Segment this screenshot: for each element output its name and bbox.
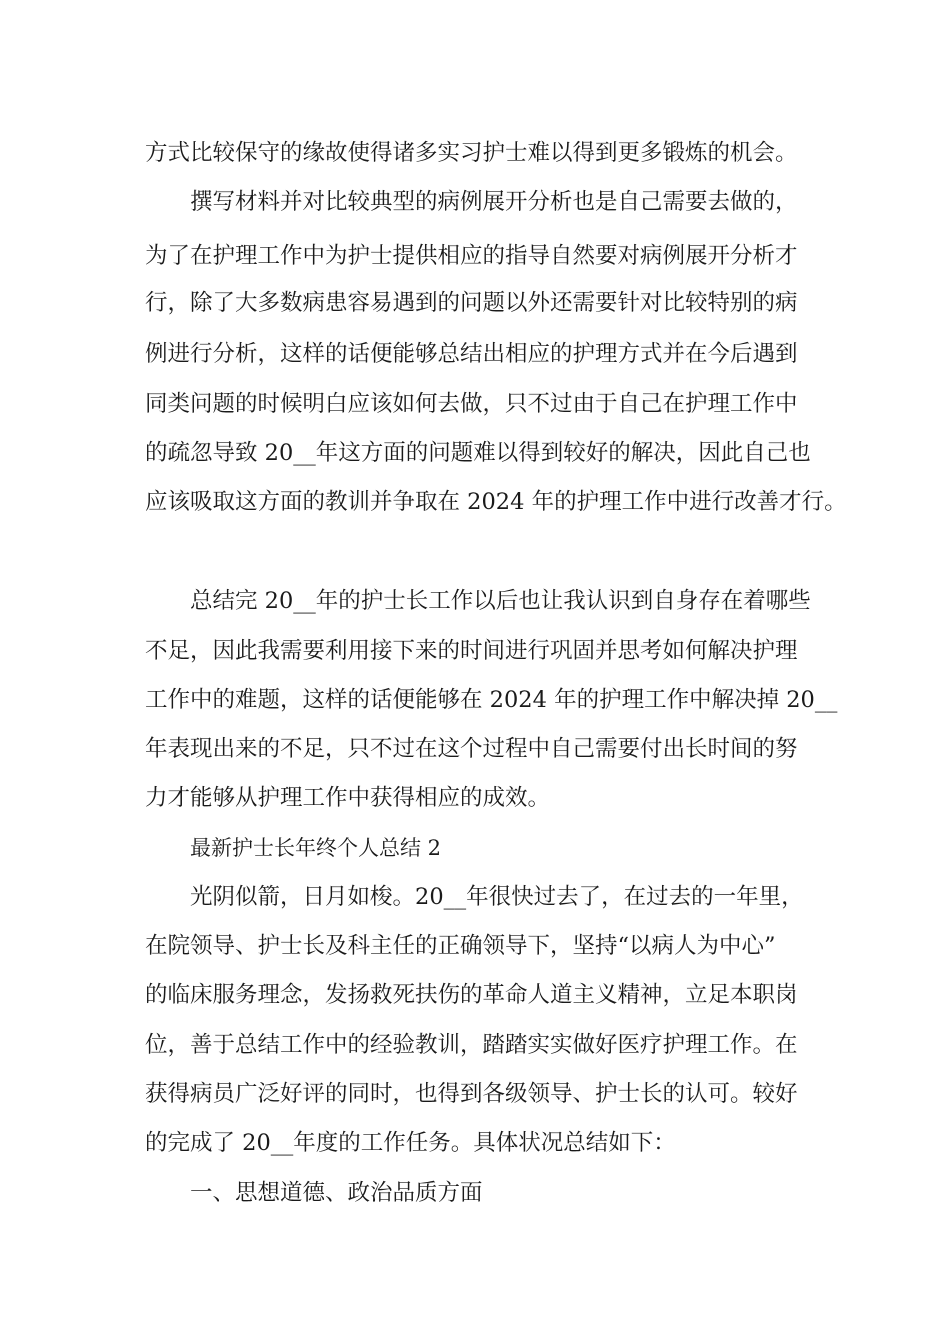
text-line: 获得病员广泛好评的同时，也得到各级领导、护士长的认可。较好 bbox=[145, 1081, 798, 1107]
paragraph-start-line: 总结完 20__年的护士长工作以后也让我认识到自身存在着哪些 bbox=[190, 588, 811, 614]
text-line: 在院领导、护士长及科主任的正确领导下，坚持“以病人为中心” bbox=[145, 933, 776, 959]
text-line: 位，善于总结工作中的经验教训，踏踏实实做好医疗护理工作。在 bbox=[145, 1032, 798, 1058]
text-line: 工作中的难题，这样的话便能够在 2024 年的护理工作中解决掉 20__ bbox=[145, 687, 838, 713]
text-line: 例进行分析，这样的话便能够总结出相应的护理方式并在今后遇到 bbox=[145, 341, 798, 367]
text-line: 同类问题的时候明白应该如何去做，只不过由于自己在护理工作中 bbox=[145, 391, 798, 417]
text-line: 的完成了 20__年度的工作任务。具体状况总结如下： bbox=[145, 1130, 676, 1156]
section-heading: 最新护士长年终个人总结 2 bbox=[190, 836, 442, 860]
text-line: 为了在护理工作中为护士提供相应的指导自然要对病例展开分析才 bbox=[145, 243, 798, 269]
text-line: 力才能够从护理工作中获得相应的成效。 bbox=[145, 785, 551, 811]
text-line: 应该吸取这方面的教训并争取在 2024 年的护理工作中进行改善才行。 bbox=[145, 489, 847, 515]
paragraph-start-line: 光阴似箭，日月如梭。20__年很快过去了，在过去的一年里， bbox=[190, 884, 804, 910]
text-line: 行，除了大多数病患容易遇到的问题以外还需要针对比较特别的病 bbox=[145, 290, 798, 316]
subsection-heading: 一、思想道德、政治品质方面 bbox=[190, 1180, 483, 1206]
text-line: 方式比较保守的缘故使得诸多实习护士难以得到更多锻炼的机会。 bbox=[145, 140, 798, 166]
text-line: 的临床服务理念，发扬救死扶伤的革命人道主义精神，立足本职岗 bbox=[145, 982, 798, 1008]
paragraph-start-line: 撰写材料并对比较典型的病例展开分析也是自己需要去做的， bbox=[190, 189, 798, 215]
text-line: 年表现出来的不足，只不过在这个过程中自己需要付出长时间的努 bbox=[145, 736, 798, 762]
text-line: 的疏忽导致 20__年这方面的问题难以得到较好的解决，因此自己也 bbox=[145, 440, 811, 466]
text-line: 不足，因此我需要利用接下来的时间进行巩固并思考如何解决护理 bbox=[145, 638, 798, 664]
